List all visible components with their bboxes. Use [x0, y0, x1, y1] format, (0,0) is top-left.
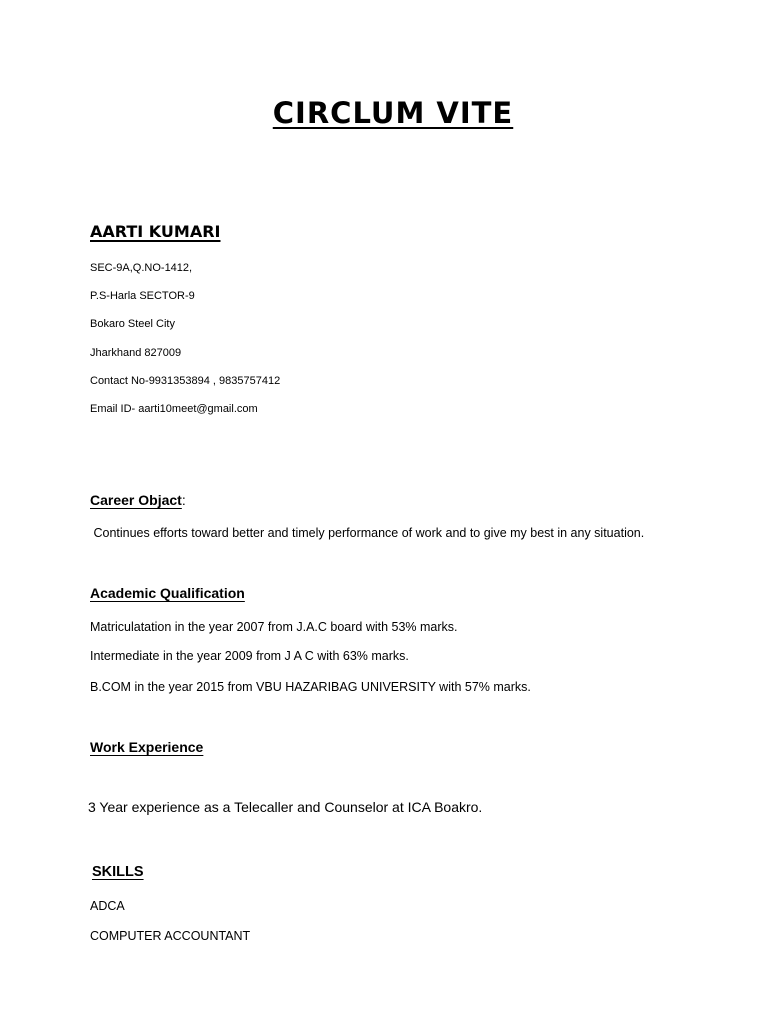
skills-heading: SKILLS — [92, 864, 144, 880]
address-line-3: Bokaro Steel City — [90, 318, 175, 330]
contact-numbers: Contact No-9931353894 , 9835757412 — [90, 375, 281, 387]
career-objective-colon: : — [181, 492, 186, 508]
skill-item-2: COMPUTER ACCOUNTANT — [90, 929, 251, 943]
document-title: CIRCLUM VITE — [272, 96, 514, 130]
skill-item-1: ADCA — [90, 899, 125, 913]
email-address: Email ID- aarti10meet@gmail.com — [90, 403, 258, 415]
work-experience-text: 3 Year experience as a Telecaller and Counselor at ICA Boakro. — [88, 799, 483, 815]
career-objective-heading-text: Career Objact — [90, 492, 182, 508]
career-objective-heading — [90, 492, 186, 508]
academic-qualification-heading: Academic Qualification — [90, 585, 245, 601]
address-line-1: SEC-9A,Q.NO-1412, — [90, 262, 193, 274]
career-objective-text: Continues efforts toward better and timely performance of work and to give my best in any situation. — [90, 526, 645, 540]
candidate-name: AARTI KUMARI — [90, 222, 221, 241]
academic-item-2: Intermediate in the year 2009 from J A C with 63% marks. — [90, 649, 409, 663]
address-line-2: P.S-Harla SECTOR-9 — [90, 290, 195, 302]
address-line-4: Jharkhand 827009 — [90, 347, 182, 359]
academic-item-3: B.COM in the year 2015 from VBU HAZARIBAG UNIVERSITY with 57% marks. — [90, 680, 531, 694]
academic-item-1: Matriculatation in the year 2007 from J.A.C board with 53% marks. — [90, 620, 458, 634]
work-experience-heading: Work Experience — [90, 739, 204, 755]
